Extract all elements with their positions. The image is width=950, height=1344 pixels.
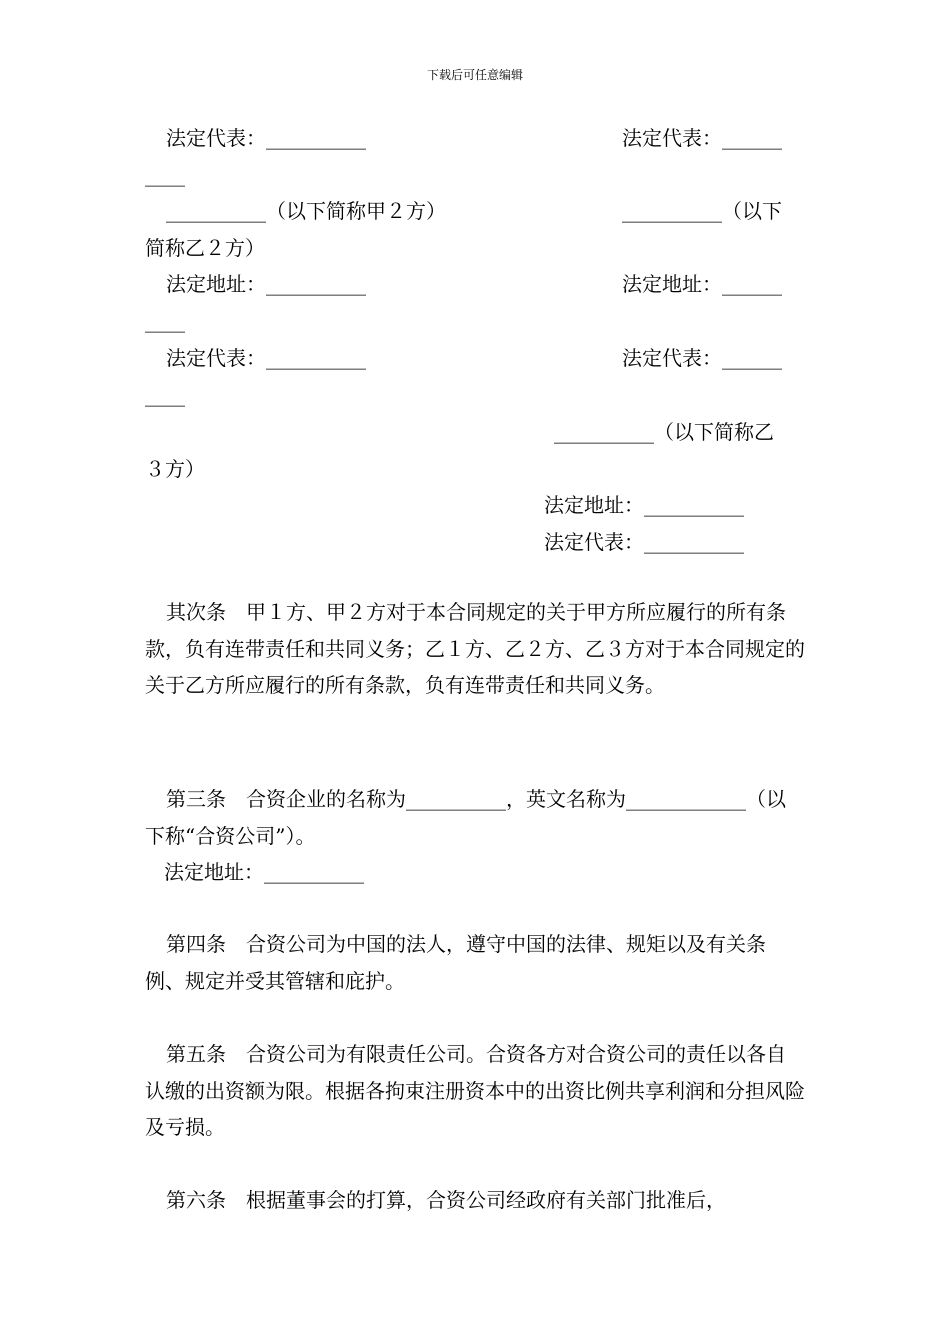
page-header: 下载后可任意编辑 (426, 68, 523, 82)
party-b2-rep: 法定代表：______ (622, 346, 782, 370)
article-3: 第三条 合资企业的名称为__________，英文名称为____________（以下称“合资公司”）。 (145, 787, 786, 848)
party-b2-name: __________（以下 (622, 199, 782, 223)
article-5: 第五条 合资公司为有限责任公司。合资各方对合资公司的责任以各自认缴的出资额为限。根据各拘束注册资本中的出资比例共享利润和分担风险及亏损。 (145, 1042, 805, 1139)
party-b1-rep-cont: ____ (145, 163, 185, 187)
party-b2-address-cont: ____ (145, 309, 185, 333)
party-a1-rep: 法定代表：__________ (166, 126, 366, 150)
party-b3-name: __________（以下简称乙 (554, 420, 774, 444)
party-b2-rep-cont: ____ (145, 383, 185, 407)
party-a2-address: 法定地址：__________ (166, 272, 366, 296)
party-b3-name-cont: ３方） (145, 457, 205, 481)
party-a2-rep: 法定代表：__________ (166, 346, 366, 370)
article-4: 第四条 合资公司为中国的法人，遵守中国的法律、规矩以及有关条例、规定并受其管辖和庇护。 (145, 932, 766, 993)
article-3-address: 法定地址：__________ (164, 860, 364, 884)
party-b2-name-cont: 简称乙２方） (145, 236, 265, 260)
party-b2-address: 法定地址：______ (622, 272, 782, 296)
party-b3-rep: 法定代表：__________ (544, 530, 744, 554)
article-2: 其次条 甲１方、甲２方对于本合同规定的关于甲方所应履行的所有条款，负有连带责任和共同义务；乙１方、乙２方、乙３方对于本合同规定的关于乙方所应履行的所有条款，负有连带责任和共同义务。 (145, 600, 805, 697)
party-b3-address: 法定地址：__________ (544, 493, 744, 517)
party-b1-rep: 法定代表：______ (622, 126, 782, 150)
article-6: 第六条 根据董事会的打算，合资公司经政府有关部门批准后， (166, 1188, 726, 1212)
party-a2-name: __________（以下简称甲２方） (166, 199, 446, 223)
